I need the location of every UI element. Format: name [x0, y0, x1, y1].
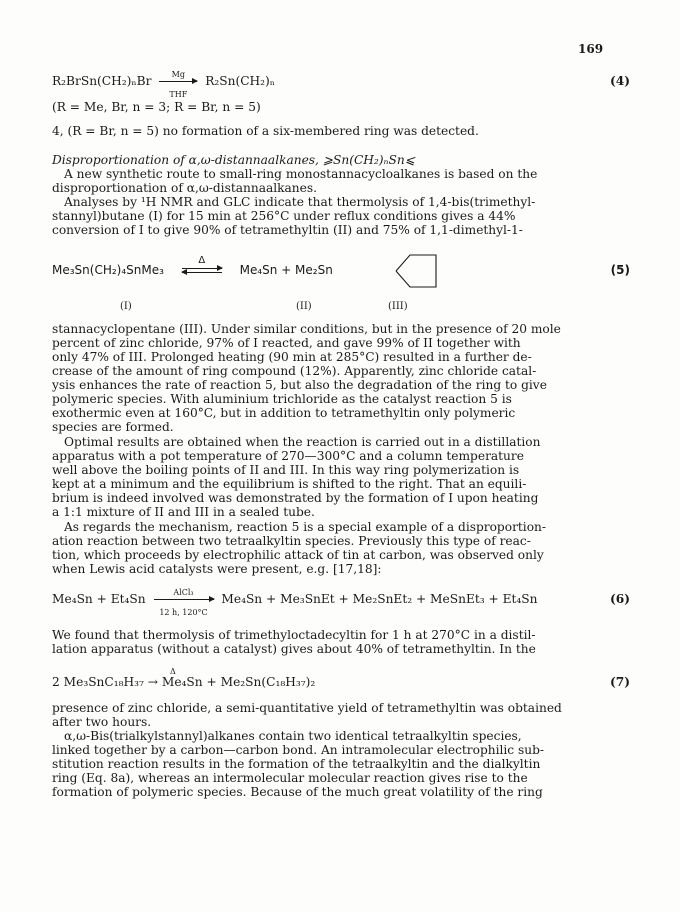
- eq6-number: (6): [609, 592, 630, 606]
- text-line: Optimal results are obtained when the reaction is carried out in a distillation: [64, 435, 541, 449]
- eq6-left: Me₄Sn + Et₄Sn: [52, 592, 146, 606]
- text-line: A new synthetic route to small-ring monostannacycloalkanes is based on the: [64, 167, 538, 181]
- text-line: We found that thermolysis of trimethyloctadecyltin for 1 h at 270°C in a distil-: [52, 628, 536, 642]
- eq6-below: 12 h, 120°C: [159, 608, 208, 617]
- eq4-below: THF: [169, 90, 188, 99]
- text-line: ring (Eq. 8a), whereas an intermolecular molecular reaction gives rise to the: [52, 771, 528, 785]
- text-line: after two hours.: [52, 715, 152, 729]
- eq5-left: Me₃Sn(CH₂)₄SnMe₃: [52, 263, 164, 277]
- eq4-number: (4): [609, 74, 630, 88]
- eq6-above: AlCl₃: [173, 588, 194, 597]
- text-line: disproportionation of α,ω-distannaalkanes.: [52, 181, 317, 195]
- text-line: species are formed.: [52, 420, 174, 434]
- eq7-number: (7): [609, 675, 630, 689]
- eq5-above: Δ: [198, 255, 206, 266]
- text-line: α,ω-Bis(trialkylstannyl)alkanes contain two identical tetraalkyltin species,: [64, 729, 522, 743]
- eq4-above: Mg: [171, 70, 185, 79]
- eq7-text: 2 Me₃SnC₁₈H₃₇ → Me₄Sn + Me₂Sn(C₁₈H₃₇)₂: [52, 675, 316, 689]
- eq6-right: Me₄Sn + Me₃SnEt + Me₂SnEt₂ + MeSnEt₃ + Et₄Sn: [221, 592, 538, 606]
- text-line: percent of zinc chloride, 97% of I reacted, and gave 99% of II together with: [52, 336, 521, 350]
- equation-7: [52, 667, 630, 689]
- text-line: well above the boiling points of II and III. In this way ring polymerization is: [52, 463, 520, 477]
- text-line: brium is indeed involved was demonstrated by the formation of I upon heating: [52, 491, 539, 505]
- eq5-label-ii: (II): [296, 301, 312, 312]
- text-line: presence of zinc chloride, a semi-quantitative yield of tetramethyltin was obtained: [52, 701, 562, 715]
- eq5-arrow: [182, 255, 222, 273]
- text-line: when Lewis acid catalysts were present, e.g. [17,18]:: [52, 562, 382, 576]
- text-line: (R = Me, Br, n = 3; R = Br, n = 5): [52, 100, 261, 114]
- text-line: conversion of I to give 90% of tetramethyltin (II) and 75% of 1,1-dimethyl-1-: [52, 223, 523, 237]
- text-line: kept at a minimum and the equilibrium is shifted to the right. That an equili-: [52, 477, 527, 491]
- text-line: only 47% of III. Prolonged heating (90 min at 285°C) resulted in a further de-: [52, 350, 532, 364]
- text-line: stannyl)butane (I) for 15 min at 256°C under reflux conditions gives a 44%: [52, 209, 516, 223]
- text-line: 4, (R = Br, n = 5) no formation of a six-membered ring was detected.: [52, 124, 479, 138]
- text-line: ation reaction between two tetraalkyltin species. Previously this type of reac-: [52, 534, 531, 548]
- equation-4: [52, 70, 630, 99]
- eq7-delta: Δ: [170, 667, 176, 676]
- equation-6: [52, 588, 630, 617]
- text-line: ysis enhances the rate of reaction 5, but also the degradation of the ring to give: [52, 378, 547, 392]
- eq5-label-iii: (III): [388, 301, 408, 312]
- text-line: a 1:1 mixture of II and III in a sealed tube.: [52, 505, 315, 519]
- text-line: As regards the mechanism, reaction 5 is a special example of a disproportion-: [64, 520, 546, 534]
- text-line: stannacyclopentane (III). Under similar conditions, but in the presence of 20 mole: [52, 322, 561, 336]
- eq4-right: R₂Sn(CH₂)ₙ: [205, 74, 276, 88]
- eq4-arrow: [159, 70, 197, 99]
- eq4-left: R₂BrSn(CH₂)ₙBr: [52, 74, 152, 88]
- page-number: 169: [578, 42, 604, 56]
- stannacyclopentane-ring: [392, 251, 442, 291]
- text-line: polymeric species. With aluminium trichloride as the catalyst reaction 5 is: [52, 392, 512, 406]
- text-line: exothermic even at 160°C, but in addition to tetramethyltin only polymeric: [52, 406, 516, 420]
- section-heading: Disproportionation of α,ω-distannaalkanes, ⩾Sn(CH₂)ₙSn⩽: [52, 153, 415, 167]
- eq6-arrow: [154, 588, 214, 617]
- eq5-label-i: (I): [120, 301, 132, 312]
- text-line: stitution reaction results in the formation of the tetraalkyltin and the dialkyltin: [52, 757, 541, 771]
- eq5-mid: Me₄Sn + Me₂Sn: [239, 263, 333, 277]
- text-line: lation apparatus (without a catalyst) gives about 40% of tetramethyltin. In the: [52, 642, 536, 656]
- text-line: crease of the amount of ring compound (12%). Apparently, zinc chloride catal-: [52, 364, 537, 378]
- equation-5: [52, 255, 630, 277]
- text-line: tion, which proceeds by electrophilic attack of tin at carbon, was observed only: [52, 548, 544, 562]
- text-line: apparatus with a pot temperature of 270—300°C and a column temperature: [52, 449, 524, 463]
- text-line: Analyses by ¹H NMR and GLC indicate that thermolysis of 1,4-bis(trimethyl-: [64, 195, 536, 209]
- eq5-number: (5): [610, 263, 630, 277]
- text-line: formation of polymeric species. Because of the much great volatility of the ring: [52, 785, 543, 799]
- text-line: linked together by a carbon—carbon bond. An intramolecular electrophilic sub-: [52, 743, 545, 757]
